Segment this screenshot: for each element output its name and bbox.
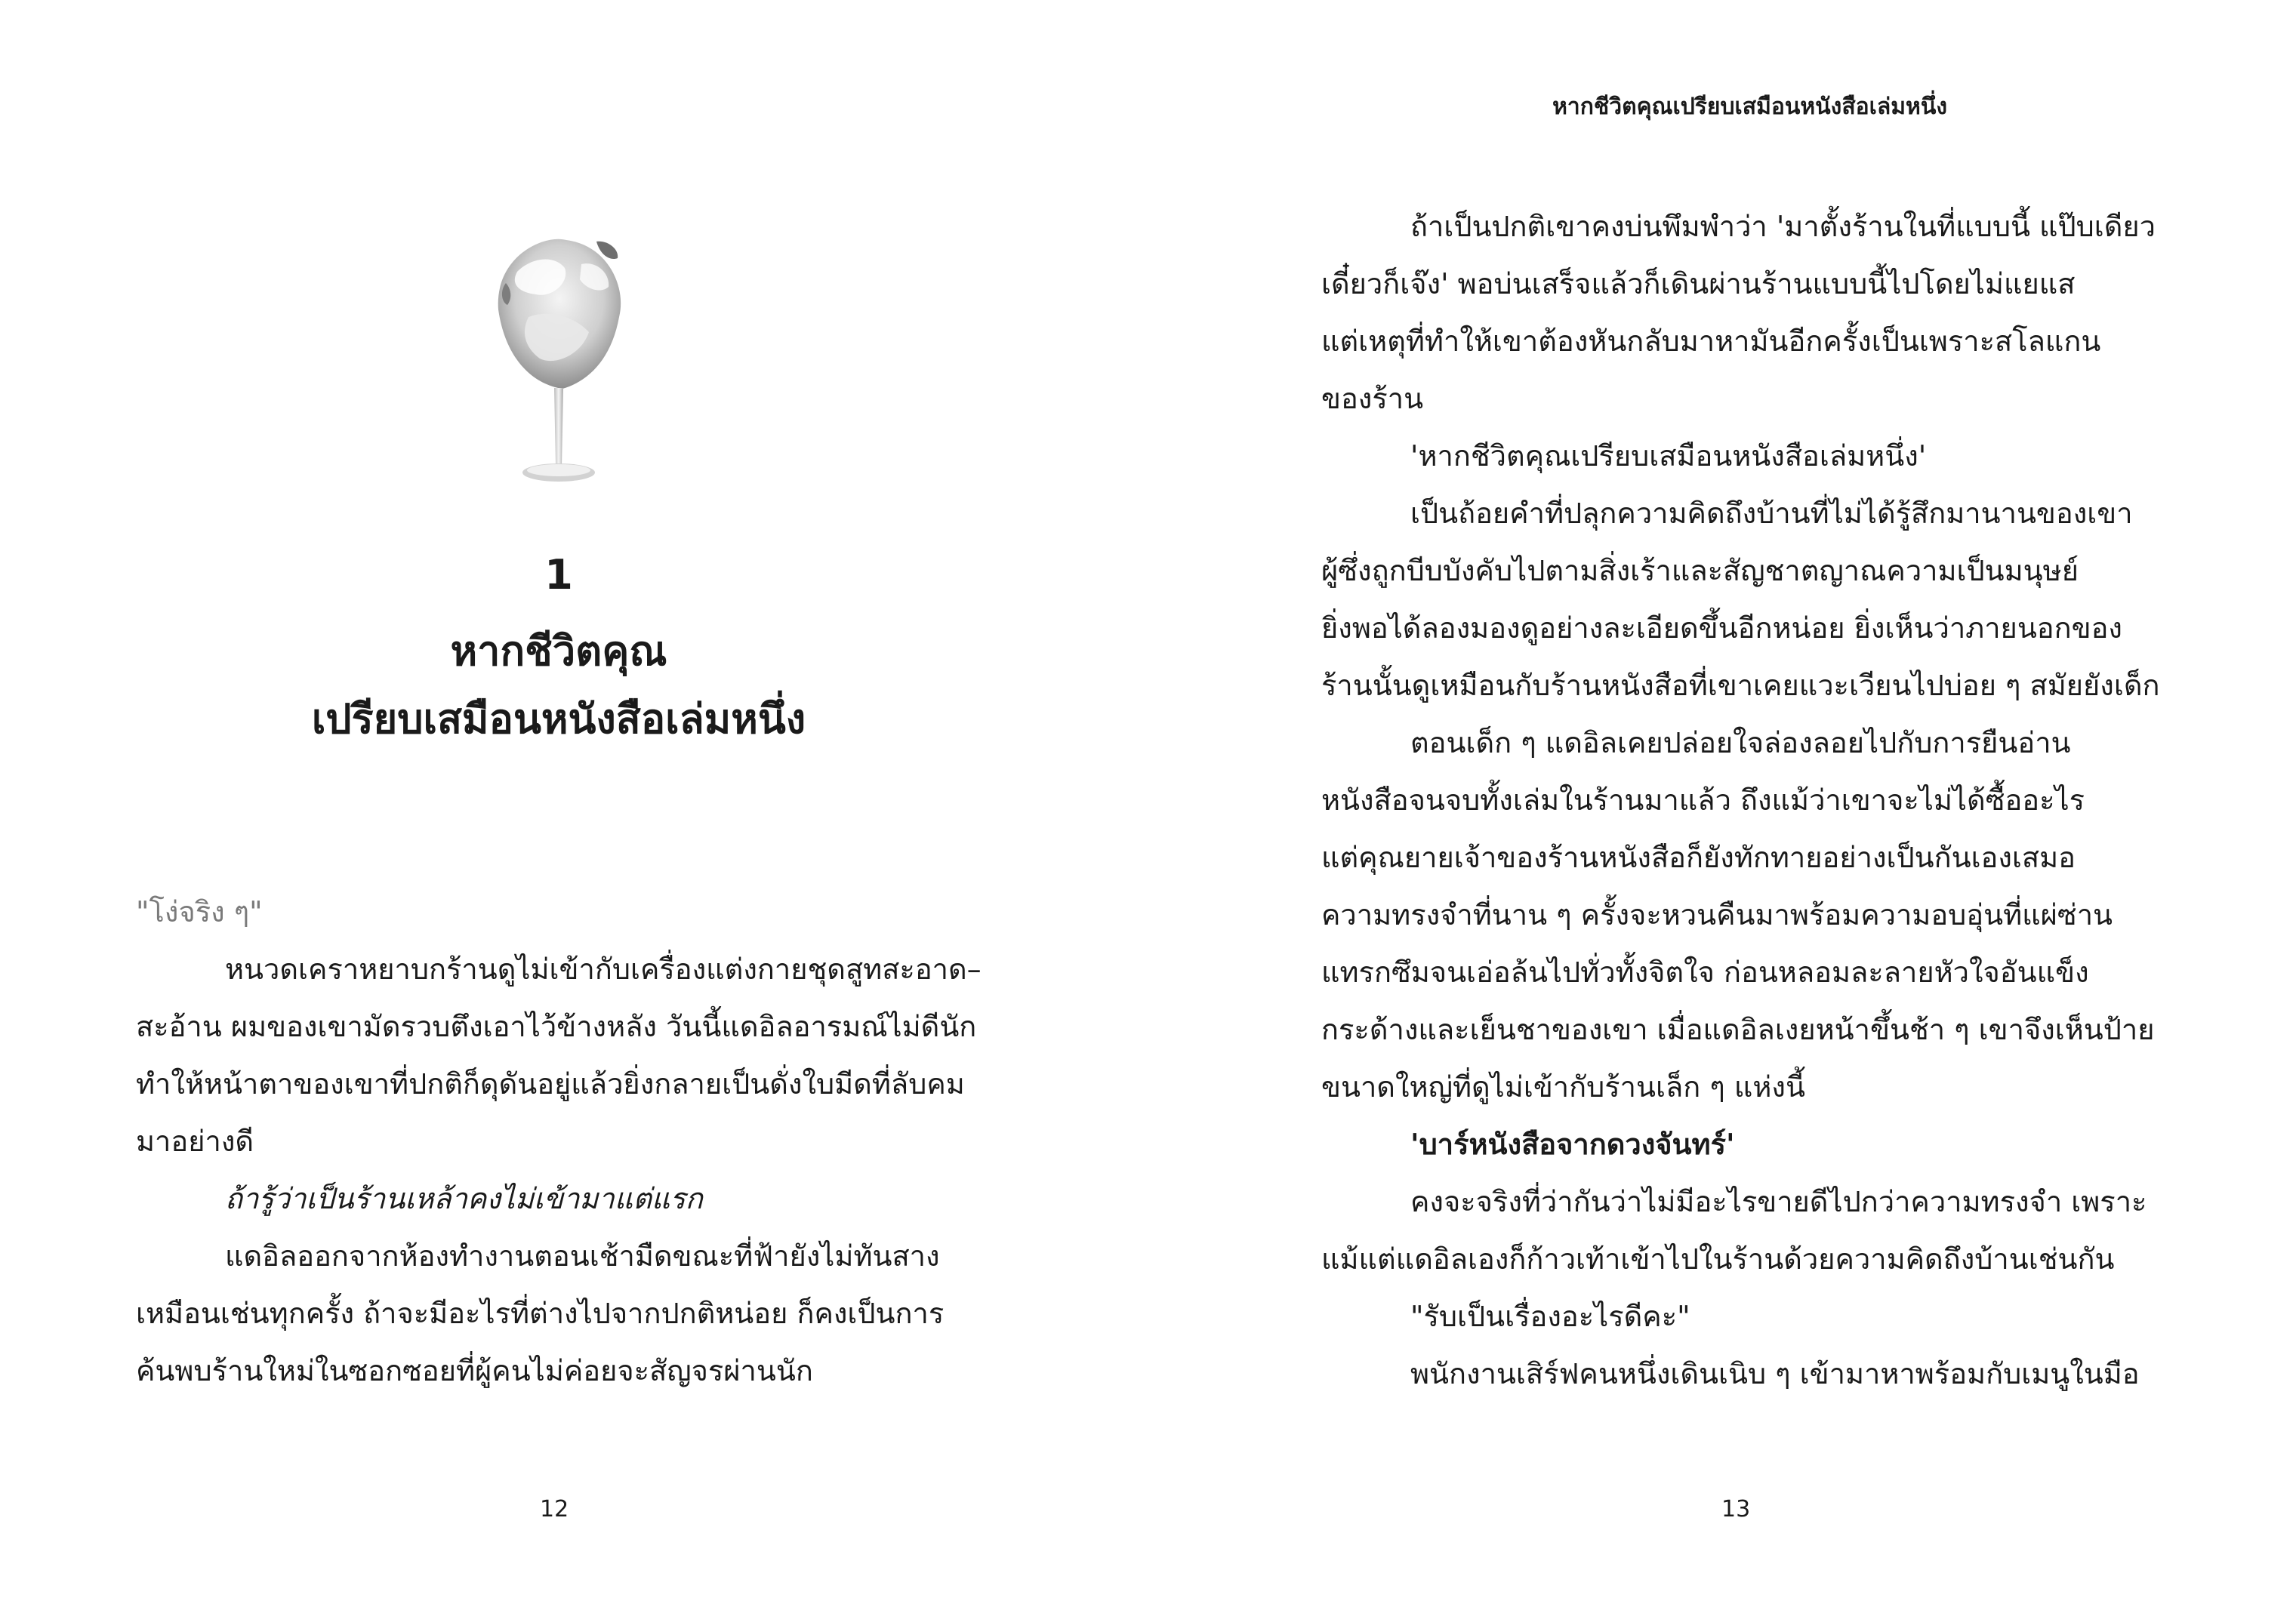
left-body-text	[136, 883, 997, 1399]
chapter-number: 1	[544, 551, 573, 599]
wine-glass-globe-illustration	[476, 226, 642, 498]
paragraph-line: ร้านนั้นดูเหมือนกับร้านหนังสือที่เขาเคยแวะเวียนไปบ่อย ๆ สมัยยังเด็ก	[1321, 669, 2160, 702]
chapter-title	[0, 617, 1117, 753]
paragraph-line: คงจะจริงที่ว่ากันว่าไม่มีอะไรขายดีไปกว่าความทรงจำ เพราะ	[1410, 1185, 2147, 1218]
right-page	[1148, 0, 2296, 1604]
page-number: 12	[540, 1496, 569, 1522]
dialogue-line: "โง่จริง ๆ"	[136, 895, 263, 928]
paragraph-line: ค้นพบร้านใหม่ในซอกซอยที่ผู้คนไม่ค่อยจะสัญจรผ่านนัก	[136, 1354, 813, 1387]
paragraph-line: ของร้าน	[1321, 382, 1424, 415]
paragraph-line: แต่เหตุที่ทำให้เขาต้องหันกลับมาหามันอีกครั้งเป็นเพราะสโลแกน	[1321, 325, 2101, 358]
paragraph-line: ความทรงจำที่นาน ๆ ครั้งจะหวนคืนมาพร้อมความอบอุ่นที่แผ่ซ่าน	[1321, 898, 2113, 931]
chapter-title-line: หากชีวิตคุณ	[450, 627, 667, 675]
paragraph-line: ถ้าเป็นปกติเขาคงบ่นพึมพำว่า 'มาตั้งร้านในที่แบบนี้ แป๊บเดียว	[1410, 210, 2156, 243]
paragraph-line: แทรกซึมจนเอ่อล้นไปทั่วทั้งจิตใจ ก่อนหลอมละลายหัวใจอันแข็ง	[1321, 956, 2089, 989]
paragraph-line: กระด้างและเย็นชาของเขา เมื่อแดอิลเงยหน้าขึ้นช้า ๆ เขาจึงเห็นป้าย	[1321, 1013, 2155, 1046]
paragraph-line: เดี๋ยวก็เจ๊ง' พอบ่นเสร็จแล้วก็เดินผ่านร้านแบบนี้ไปโดยไม่แยแส	[1321, 267, 2076, 300]
paragraph-line: พนักงานเสิร์ฟคนหนึ่งเดินเนิบ ๆ เข้ามาหาพร้อมกับเมนูในมือ	[1410, 1357, 2140, 1390]
paragraph-line: ตอนเด็ก ๆ แดอิลเคยปล่อยใจล่องลอยไปกับการยืนอ่าน	[1410, 726, 2071, 759]
dialogue-line: "รับเป็นเรื่องอะไรดีคะ"	[1410, 1300, 1690, 1333]
paragraph-line: เหมือนเช่นทุกครั้ง ถ้าจะมีอะไรที่ต่างไปจากปกติหน่อย ก็คงเป็นการ	[136, 1297, 945, 1330]
paragraph-line: แม้แต่แดอิลเองก็ก้าวเท้าเข้าไปในร้านด้วยความคิดถึงบ้านเช่นกัน	[1321, 1242, 2115, 1276]
paragraph-line: ขนาดใหญ่ที่ดูไม่เข้ากับร้านเล็ก ๆ แห่งนี้	[1321, 1070, 1805, 1104]
paragraph-line: หนังสือจนจบทั้งเล่มในร้านมาแล้ว ถึงแม้ว่าเขาจะไม่ได้ซื้ออะไร	[1321, 784, 2085, 817]
paragraph-line: แดอิลออกจากห้องทำงานตอนเช้ามืดขณะที่ฟ้ายังไม่ทันสาง	[225, 1239, 940, 1273]
chapter-title-line: เปรียบเสมือนหนังสือเล่มหนึ่ง	[311, 695, 806, 743]
running-header: หากชีวิตคุณเปรียบเสมือนหนังสือเล่มหนึ่ง	[1552, 94, 1947, 120]
paragraph-line: สะอ้าน ผมของเขามัดรวบตึงเอาไว้ข้างหลัง วันนี้แดอิลอารมณ์ไม่ดีนัก	[136, 1010, 977, 1043]
paragraph-line: ยิ่งพอได้ลองมองดูอย่างละเอียดขึ้นอีกหน่อย ยิ่งเห็นว่าภายนอกของ	[1321, 611, 2122, 645]
thought-line: ถ้ารู้ว่าเป็นร้านเหล้าคงไม่เข้ามาแต่แรก	[225, 1182, 703, 1215]
sign-line: 'บาร์หนังสือจากดวงจันทร์'	[1410, 1128, 1735, 1161]
paragraph-line: แต่คุณยายเจ้าของร้านหนังสือก็ยังทักทายอย่างเป็นกันเองเสมอ	[1321, 841, 2076, 874]
paragraph-line: ทำให้หน้าตาของเขาที่ปกติก็ดุดันอยู่แล้วยิ่งกลายเป็นดั่งใบมีดที่ลับคม	[136, 1067, 965, 1101]
page-number: 13	[1721, 1496, 1751, 1522]
quote-line: 'หากชีวิตคุณเปรียบเสมือนหนังสือเล่มหนึ่ง'	[1410, 439, 1927, 473]
paragraph-line: เป็นถ้อยคำที่ปลุกความคิดถึงบ้านที่ไม่ได้รู้สึกมานานของเขา	[1410, 497, 2133, 530]
paragraph-line: หนวดเคราหยาบกร้านดูไม่เข้ากับเครื่องแต่งกายชุดสูทสะอาด–	[225, 953, 982, 986]
paragraph-line: มาอย่างดี	[136, 1125, 254, 1158]
paragraph-line: ผู้ซึ่งถูกบีบบังคับไปตามสิ่งเร้าและสัญชาตญาณความเป็นมนุษย์	[1321, 554, 2079, 587]
right-body-text	[1321, 198, 2190, 1402]
